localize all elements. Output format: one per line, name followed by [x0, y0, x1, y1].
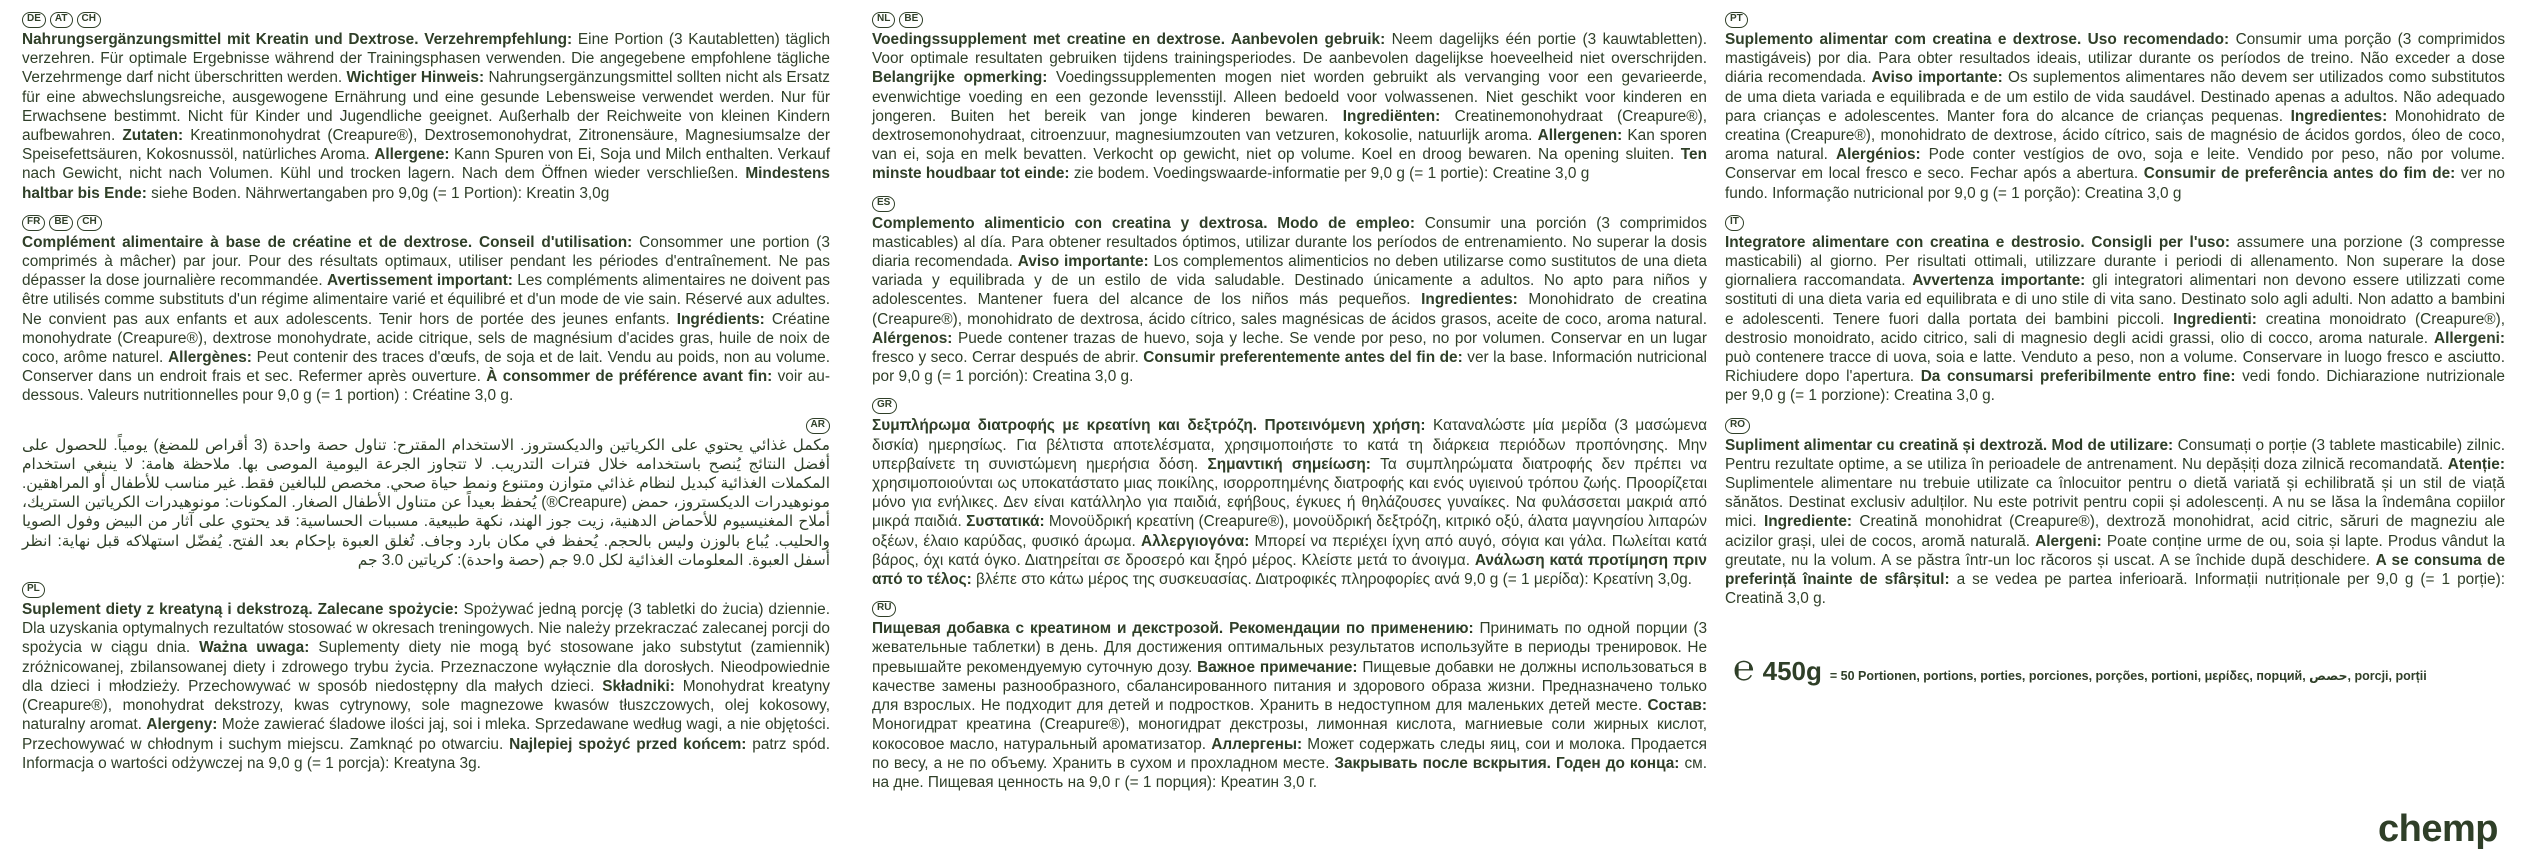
label-sentence: Spożywać jedną porcję (3 tabletki do żucia) dziennie. Dla uzyskania optymalnych rezultatów stosować w okresach treningowych. Nie należy przekraczać zalecanej porcji do spożycia w ciągu dnia.	[22, 601, 830, 657]
label-heading: Allergeni:	[2434, 329, 2505, 347]
label-heading: Belangrijke opmerking:	[872, 69, 1057, 87]
language-codes	[22, 582, 830, 598]
label-sentence: Neem dagelijks één portie (3 kauwtabletten). Voor optimale resultaten gebruiken tijdens trainingsperiodes. De aanbevolen dagelijkse hoeveelheid niet overschrijden.	[872, 31, 1707, 68]
label-heading: Alergeny:	[146, 716, 222, 734]
label-heading: Supliment alimentar cu creatină și dextroză. Mod de utilizare:	[1725, 436, 2178, 454]
label-text	[872, 416, 1707, 589]
label-heading: Atenție:	[2447, 455, 2505, 473]
label-sentence: Os suplementos alimentares não devem ser utilizados como substitutos de uma dieta variada e equilibrada e de um estilo de vida saudável. Destinado apenas a adultos. Não adequado para crianças e adolescentes. Manter fora do alcance de crianças pequenas.	[1725, 69, 2505, 125]
language-codes	[872, 196, 1707, 212]
language-codes	[872, 601, 1707, 617]
label-sentence: Nahrungsergänzungsmittel sollten nicht als Ersatz für eine abwechslungsreiche, ausgewogene Ernährung und eine gesunde Lebensweise verwendet werden. Nur für Erwachsene bestimmt. Nicht für Kinder und Jugendliche geeignet. Außerhalb der Reichweite von kleinen Kindern aufbewahren.	[22, 69, 830, 145]
label-heading: Ingredientes:	[1421, 291, 1529, 309]
language-block	[1725, 12, 2505, 203]
label-heading: À consommer de préférence avant fin:	[486, 368, 778, 386]
language-code-badge: RO	[1725, 418, 1750, 434]
label-sentence: Μονοϋδρική κρεατίνη (Creapure®), μονοϋδρική δεξτρόζη, κιτρικό οξύ, άλατα μαγνησίου λιπαρών οξέων, έλαιο καρύδας, φυσικό άρωμα.	[872, 513, 1707, 550]
language-code-badge: PL	[22, 582, 45, 598]
label-heading: Integratore alimentare con creatina e destrosio. Consigli per l'uso:	[1725, 233, 2237, 251]
language-codes	[22, 12, 830, 28]
label-sentence: Consumir uma porção (3 comprimidos mastigáveis) por dia. Para obter resultados ideais, utilizar durante os períodos de treino. Não exceder a dose diária recomendada.	[1725, 31, 2506, 87]
language-block	[872, 196, 1707, 387]
label-sentence: ver no fundo. Informação nutricional por 9,0 g (= 1 porção): Creatina 3,0 g	[1725, 165, 2505, 202]
label-sentence: مكمل غذائي يحتوي على الكرياتين والديكستروز. الاستخدام المقترح: تناول حصة واحدة (3 أقراص للمضغ) يومياً. للحصول على أفضل النتائج يُنصح باستخدامه خلال فترات التدريب. لا تتجاوز الجرعة اليومية الموصى بها. ملاحظة هامة: لا ينبغي استخدام المكملات الغذائية كبديل لنظام غذائي متوازن ومتنوع ونمط حياة صحي. مخصص للبالغين فقط. غير مناسب للأطفال أو المراهقين. مونوهيدرات الديكستروز، حمض (Creapure®) يُحفظ بعيداً عن متناول الأطفال الصغار. المكونات: مونوهيدرات الكرياتين الستريك، أملاح المغنيسيوم للأحماض الدهنية، زيت جوز الهند، نكهة طبيعية. مسببات الحساسية: قد يحتوي على آثار من البيض وفول الصويا والحليب. يُباع بالوزن وليس بالحجم. يُحفظ في مكان بارد وجاف. تُغلق العبوة بإحكام بعد الفتح. يُفضّل استهلاكه قبل نهاية: انظر أسفل العبوة. المعلومات الغذائية لكل 9.0 جم (حصة واحدة): كرياتين 3.0 جم	[22, 436, 830, 569]
label-text	[1725, 436, 2505, 609]
language-code-badge: IT	[1725, 215, 1744, 231]
language-block	[22, 12, 830, 203]
label-sentence: siehe Boden. Nährwertangaben pro 9,0g (= 1 Portion): Kreatin 3,0g	[151, 184, 610, 202]
column-middle	[872, 12, 1707, 804]
label-sentence: Пищевые добавки не должны использоваться в качестве замены разнообразного, сбалансированного питания и здорового образа жизни. Предназначено только для взрослых. Не подходит для детей и подростков. Хранить в недоступном для маленьких детей месте.	[872, 658, 1707, 715]
label-heading: Avertissement important:	[326, 272, 518, 290]
label-text	[22, 436, 830, 570]
language-code-badge: PT	[1725, 12, 1748, 28]
label-heading: Suplement diety z kreatyną i dekstrozą. Zalecane spożycie:	[22, 601, 464, 619]
label-sentence: Kan sporen van ei, soja en melk bevatten. Verkocht op gewicht, niet op volume. Koel en droog bewaren. Na opening sluiten.	[872, 127, 1707, 164]
label-heading: Пищевая добавка с креатином и декстрозой. Рекомендации по применению:	[872, 620, 1480, 638]
language-block	[872, 12, 1707, 184]
label-heading: Consumir de preferência antes do fim de:	[2143, 165, 2461, 183]
label-heading: Mindestens haltbar bis Ende:	[22, 165, 830, 202]
label-heading: Complemento alimenticio con creatina y dextrosa. Modo de empleo:	[872, 214, 1425, 232]
label-heading: Complément alimentaire à base de créatine et de dextrose. Conseil d'utilisation:	[22, 233, 640, 251]
label-heading: Σημαντική σημείωση:	[1207, 455, 1381, 473]
language-codes	[1725, 418, 2505, 434]
label-sentence: assumere una porzione (3 compresse masticabili) al giorno. Per risultati ottimali, utilizzare durante i periodi di allenamento. Non superare la dose giornaliera raccomandata.	[1725, 233, 2505, 290]
label-sentence: Consumați o porție (3 tablete masticabile) zilnic. Pentru rezultate optime, a se utiliza în perioadele de antrenament. Nu depășiți doza zilnică recomandată.	[1725, 436, 2505, 473]
label-heading: Allergenen:	[1537, 127, 1628, 145]
label-sentence: Может содержать следы яиц, сои и молока. Продается по весу, а не по объему. Хранить в сухом и прохладном месте.	[872, 735, 1707, 772]
label-heading: Aviso importante:	[1017, 253, 1154, 271]
language-code-badge: DE	[22, 12, 46, 28]
language-code-badge: CH	[77, 215, 101, 231]
label-heading: Ingrediente:	[1763, 513, 1860, 531]
language-block	[872, 398, 1707, 589]
label-sentence: Τα συμπληρώματα διατροφής δεν πρέπει να χρησιμοποιούνται ως υποκατάστατο μιας ποικίλης, ισορροπημένης διατροφής και ενός υγιεινού τρόπου ζωής. Προορίζεται μόνο για ενήλικες. Δεν είναι κατάλληλο για παιδιά, εφήβους, έγκυες ή θηλάζουσες γυναίκες. Να φυλάσσεται μακριά από μικρά παιδιά.	[872, 455, 1707, 531]
label-heading: A se consuma de preferință înainte de sfârșitul:	[1725, 551, 2506, 589]
label-sentence: Créatine monohydrate (Creapure®), dextrose monohydrate, acide citrique, sels de magnésium d'acides gras, huile de noix de coco, arôme naturel.	[22, 310, 830, 367]
label-sentence: vedi fondo. Dichiarazione nutrizionale per 9,0 g (= 1 porzione): Creatina 3,0 g.	[1725, 368, 2505, 405]
language-block	[22, 418, 830, 570]
label-heading: Allergènes:	[168, 349, 257, 367]
label-sentence: Suplementy diety nie mogą być stosowane jako substytut (zamiennik) zróżnicowanej, zbilansowanej diety i zdrowego trybu życia. Przeznaczone wyłącznie dla dorosłych. Nieodpowiednie dla dzieci i młodzieży. Przechowywać w sposób niedostępny dla małych dzieci.	[22, 639, 830, 695]
language-code-badge: ES	[872, 196, 895, 212]
label-heading: Alergeni:	[2035, 532, 2107, 550]
brand-logo: chemp	[2378, 808, 2498, 850]
label-heading: Nahrungsergänzungsmittel mit Kreatin und Dextrose. Verzehrempfehlung:	[22, 31, 578, 48]
column-left	[22, 12, 830, 785]
label-heading: Suplemento alimentar com creatina e dextrose. Uso recomendado:	[1725, 31, 2236, 48]
label-sentence: Creatinemonohydraat (Creapure®), dextrosemonohydraat, citroenzuur, magnesiumzouten van vetzuren, kokosolie, natuurlijk aroma.	[872, 107, 1707, 145]
label-heading: Alergénios:	[1835, 146, 1929, 164]
language-codes	[22, 215, 830, 231]
label-heading: Состав:	[1647, 697, 1707, 715]
label-heading: Ingrédients:	[676, 310, 772, 328]
language-block	[22, 215, 830, 406]
label-heading: Consumir preferentemente antes del fin de:	[1143, 349, 1468, 367]
label-sentence: Los complementos alimenticios no deben utilizarse como sustitutos de una dieta variada y equilibrada y de un estilo de vida saludable. Destinado únicamente a adultos. No apto para niños y adolescentes. Mantener fuera del alcance de los niños más pequeños.	[872, 253, 1707, 309]
language-code-badge: BE	[899, 12, 923, 28]
label-sentence: Poate conține urme de ou, soia și lapte. Produs vândut la greutate, nu la volum. A se păstra într-un loc răcoros și uscat. A se închide după deschidere.	[1725, 532, 2505, 569]
label-sentence: Kann Spuren von Ei, Soja und Milch enthalten. Verkauf nach Gewicht, nicht nach Volumen. Kühl und trocken lagern. Nach dem Öffnen wieder verschließen.	[22, 146, 830, 183]
language-code-badge: GR	[872, 398, 897, 414]
language-code-badge: AR	[806, 418, 830, 434]
label-text	[872, 214, 1707, 387]
net-weight-amount: 450g	[1762, 656, 1822, 686]
label-heading: Ważna uwaga:	[199, 639, 319, 657]
label-heading: Важное примечание:	[1197, 658, 1363, 676]
label-heading: Aviso importante:	[1871, 69, 2008, 87]
column-right	[1725, 12, 2505, 620]
label-sentence: Voedingssupplementen mogen niet worden gebruikt als vervanging voor een gevarieerde, evenwichtige voeding en een gezonde levensstijl. Alleen bedoeld voor volwassenen. Niet geschikt voor kinderen en jongeren. Buiten het bereik van jonge kinderen bewaren.	[872, 69, 1708, 125]
label-sentence: creatina monoidrato (Creapure®), destrosio monoidrato, acido citrico, sali di magnesio degli acidi grassi, olio di cocco, aroma naturale.	[1725, 310, 2505, 347]
language-codes	[872, 398, 1707, 414]
label-sentence: voir au-dessous. Valeurs nutritionnelles pour 9,0 g (= 1 portion) : Créatine 3,0 g.	[22, 368, 830, 405]
label-heading: Аллергены:	[1211, 735, 1308, 753]
label-sentence: Monohydrat kreatyny (Creapure®), monohydrat dekstrozy, kwas cytrynowy, sole magnezowe kwasów tłuszczowych, olej kokosowy, naturalny aromat.	[22, 677, 830, 734]
language-block	[22, 582, 830, 773]
label-sentence: Принимать по одной порции (3 жевательные таблетки) в день. Для достижения оптимальных результатов используйте в периоды тренировок. Не превышайте рекомендуемую суточную дозу.	[872, 620, 1708, 676]
label-sentence: Pode conter vestígios de ovo, soja e leite. Vendido por peso, não por volume. Conservar em local fresco e seco. Fechar após a abertura.	[1725, 146, 2505, 183]
label-heading: Αλλεργιογόνα:	[1140, 532, 1255, 550]
language-block	[1725, 418, 2505, 609]
label-sentence: Creatină monohidrat (Creapure®), dextroză monohidrat, acid citric, săruri de magneziu ale acizilor grași, ulei de cocos, aromă naturală.	[1725, 513, 2505, 550]
language-code-badge: FR	[22, 215, 45, 231]
label-sentence: Eine Portion (3 Kautabletten) täglich verzehren. Für optimale Ergebnisse während der Trainingsphasen verwenden. Die angegebene empfohlene tägliche Verzehrmenge darf nicht überschritten werden.	[22, 31, 831, 87]
language-block	[1725, 215, 2505, 406]
language-code-badge: RU	[872, 601, 896, 617]
label-text	[22, 600, 830, 773]
language-code-badge: AT	[50, 12, 73, 28]
label-sentence: Καταναλώστε μία μερίδα (3 μασώμενα δισκία) ημερησίως. Για βέλτιστα αποτελέσματα, χρησιμοποιήστε το κατά τη διάρκεια περιόδων προπόνησης. Μην υπερβαίνετε τη συνιστώμενη ημερήσια δόση.	[872, 417, 1707, 473]
label-heading: Avvertenza importante:	[1912, 272, 2093, 290]
label-heading: Zutaten:	[122, 127, 191, 145]
label-sentence: zie bodem. Voedingswaarde-informatie per 9,0 g (= 1 portie): Creatine 3,0 g	[1073, 165, 1590, 183]
label-heading: Najlepiej spożyć przed końcem:	[509, 735, 753, 753]
label-heading: Ingredienti:	[2173, 310, 2266, 328]
label-text	[1725, 233, 2505, 406]
label-heading: Συστατικά:	[966, 513, 1049, 531]
portions-count: = 50 Portionen, portions, porties, porciones, porções, portioni, μερίδες, порций, حصص, porcji, porții	[1829, 669, 2427, 683]
label-heading: Ingredientes:	[2290, 107, 2395, 125]
label-sentence: Μπορεί να περιέχει ίχνη από αυγό, σόγια και γάλα. Πωλείται κατά βάρος, όχι κατά όγκο. Διατηρείται σε δροσερό και ξηρό μέρος. Κλείστε μετά το άνοιγμα.	[872, 532, 1707, 569]
language-block	[872, 601, 1707, 792]
label-sentence: Consumir una porción (3 comprimidos masticables) al día. Para obtener resultados óptimos, utilizar durante los períodos de entrenamiento. No superar la dosis diaria recomendada.	[872, 214, 1707, 271]
label-sentence: Consommer une portion (3 comprimés à mâcher) par jour. Pour des résultats optimaux, utiliser pendant les périodes d'entraînement. Ne pas dépasser la dose journalière recommandée.	[22, 233, 830, 290]
label-heading: Συμπλήρωμα διατροφής με κρεατίνη και δεξτρόζη. Προτεινόμενη χρήση:	[872, 417, 1433, 435]
label-heading: Allergene:	[374, 146, 454, 164]
label-sentence: ver la base. Información nutricional por 9,0 g (= 1 porción): Creatina 3,0 g.	[872, 349, 1707, 386]
label-sentence: см. на дне. Пищевая ценность на 9,0 г (= 1 порция): Креатин 3,0 г.	[872, 754, 1707, 791]
label-sentence: a se vedea pe partea inferioară. Informații nutriționale per 9,0 g (= 1 porție): Creatină 3,0 g.	[1725, 571, 2505, 608]
language-code-badge: NL	[872, 12, 895, 28]
label-text	[22, 233, 830, 406]
language-codes	[1725, 215, 2505, 231]
label-sentence: Les compléments alimentaires ne doivent pas être utilisés comme substituts d'un régime alimentaire varié et équilibré et d'un mode de vie sain. Réservé aux adultes. Ne convient pas aux enfants et aux adolescents. Tenir hors de portée des jeunes enfants.	[22, 272, 830, 328]
label-heading: Voedingssupplement met creatine en dextrose. Aanbevolen gebruik:	[872, 31, 1392, 48]
language-codes	[872, 12, 1707, 28]
language-code-badge: BE	[49, 215, 73, 231]
label-sentence: Puede contener trazas de huevo, soja y leche. Se vende por peso, no por volumen. Conservar en un lugar fresco y seco. Cerrar después de abrir.	[872, 329, 1707, 367]
label-heading: Składniki:	[602, 677, 683, 695]
label-heading: Закрывать после вскрытия. Годен до конца:	[1334, 754, 1685, 772]
label-heading: Wichtiger Hinweis:	[346, 69, 489, 87]
label-sentence: Monohidrato de creatina (Creapure®), monohidrato de dextrosa, ácido cítrico, sales magnésicas de ácidos grasos, aceite de coco, aroma natural.	[872, 291, 1707, 328]
label-sentence: Моногидрат креатина (Creapure®), моногидрат декстрозы, лимонная кислота, магниевые соли жирных кислот, кокосовое масло, натуральный ароматизатор.	[872, 716, 1707, 753]
label-text	[22, 30, 830, 203]
label-heading: Ten minste houdbaar tot einde:	[872, 146, 1707, 183]
estimated-sign: ℮	[1733, 647, 1755, 688]
language-code-badge: CH	[77, 12, 101, 28]
label-heading: Alérgenos:	[872, 329, 958, 347]
label-sentence: Peut contenir des traces d'œufs, de soja et de lait. Vendu au poids, non au volume. Conserver dans un endroit frais et sec. Refermer après ouverture.	[22, 349, 830, 386]
label-heading: Da consumarsi preferibilmente entro fine:	[1920, 368, 2243, 386]
label-sentence: Kreatinmonohydrat (Creapure®), Dextrosemonohydrat, Zitronensäure, Magnesiumsalze der Speisefettsäuren, Kokosnussöl, natürliches Aroma.	[22, 127, 830, 164]
label-sentence: gli integratori alimentari non devono essere utilizzati come sostituti di una dieta varia ed equilibrata e di uno stile di vita sano. Destinato solo agli adulti. Non adatto a bambini e adolescenti. Tenere fuori dalla portata dei bambini piccoli.	[1725, 272, 2505, 328]
language-codes	[1725, 12, 2505, 28]
label-sentence: patrz spód. Informacja o wartości odżywczej na 9,0 g (= 1 porcja): Kreatyna 3g.	[22, 735, 830, 772]
label-sentence: Suplimentele alimentare nu trebuie utilizate ca înlocuitor pentru o dietă variată și echilibrată și un stil de viață sănătos. Destinat exclusiv adulților. Nu este potrivit pentru copii și adolescenți. A nu se lăsa la îndemâna copiilor mici.	[1725, 475, 2505, 531]
label-heading: Ανάλωση κατά προτίμηση πριν από το τέλος:	[872, 551, 1707, 589]
label-sentence: Może zawierać śladowe ilości jaj, soi i mleka. Sprzedawane według wagi, a nie objętości. Przechowywać w chłodnym i suchym miejscu. Zamknąć po otwarciu.	[22, 716, 830, 753]
label-heading: Ingrediënten:	[1342, 107, 1455, 125]
label-sentence: βλέπε στο κάτω μέρος της συσκευασίας. Διατροφικές πληροφορίες ανά 9,0 g (= 1 μερίδα): Κρεατίνη 3,0g.	[976, 571, 1692, 589]
label-text	[872, 30, 1707, 184]
label-text	[872, 619, 1707, 792]
label-sentence: Monohidrato de creatina (Creapure®), monohidrato de dextrose, ácido cítrico, sais de magnésio de ácidos gordos, óleo de coco, aroma natural.	[1725, 107, 2505, 164]
net-weight	[1733, 647, 2427, 688]
label-text	[1725, 30, 2505, 203]
language-codes	[22, 418, 830, 434]
label-sentence: può contenere tracce di uova, soia e latte. Venduto a peso, non a volume. Conservare in luogo fresco e asciutto. Richiudere dopo l'apertura.	[1725, 349, 2505, 386]
